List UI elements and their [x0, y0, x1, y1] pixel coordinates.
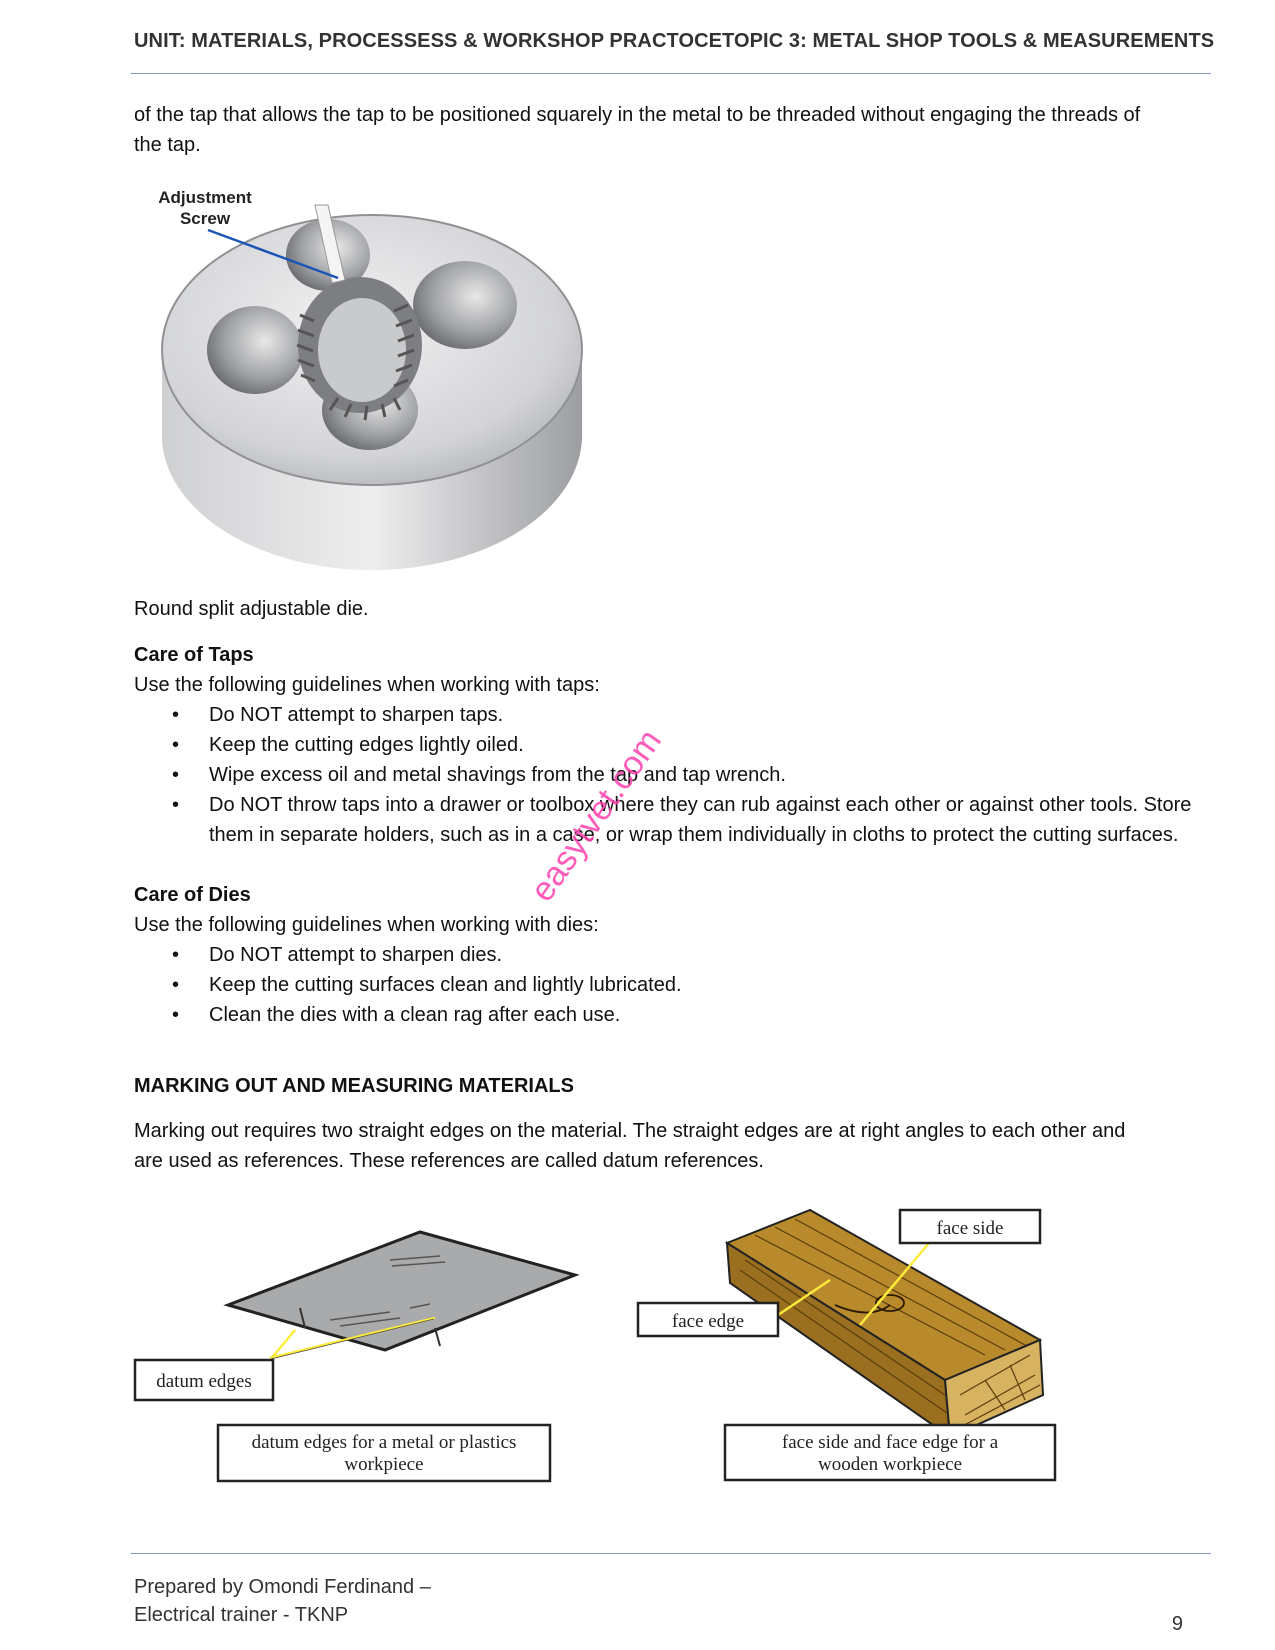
watermark-text: easytvet.com [523, 722, 670, 909]
intro-line-2: the tap. [134, 134, 201, 156]
face-side-label: face side [936, 1218, 1004, 1239]
header-unit: UNIT: MATERIALS, PROCESSESS & WORKSHOP PRACTOCE [134, 30, 723, 52]
list-item: • Keep the cutting edges lightly oiled. [134, 730, 1214, 760]
care-taps-list [134, 700, 1214, 850]
list-item: • Do NOT throw taps into a drawer or toolbox where they can rub against each other or against other tools. Store them in separate holders, such as in a case, or wrap them individually in cloths to protect the cutting surfaces. [134, 790, 1214, 850]
marking-para-line-2: are used as references. These references are called datum references. [134, 1150, 764, 1172]
footer-line-2: Electrical trainer - TKNP [134, 1604, 349, 1626]
wood-caption-line1: face side and face edge for a [781, 1432, 999, 1453]
intro-line-1: of the tap that allows the tap to be positioned squarely in the metal to be threaded without engaging the threads of [134, 104, 1141, 126]
header-rule [131, 73, 1211, 74]
care-taps-heading: Care of Taps [134, 644, 254, 666]
adjustment-label-line2: Screw [179, 209, 231, 228]
metal-caption-line2: workpiece [344, 1454, 424, 1475]
adjustment-label-line1: Adjustment [158, 188, 252, 207]
list-item: • Do NOT attempt to sharpen dies. [134, 940, 1214, 970]
footer-line-1: Prepared by Omondi Ferdinand – [134, 1576, 431, 1598]
datum-edges-label: datum edges [156, 1371, 252, 1392]
wooden-workpiece-figure [635, 1205, 1065, 1490]
footer-rule [131, 1553, 1211, 1554]
care-taps-intro: Use the following guidelines when working with taps: [134, 674, 600, 696]
metal-caption-line1: datum edges for a metal or plastics [251, 1432, 517, 1453]
header-topic: TOPIC 3: METAL SHOP TOOLS & MEASUREMENTS [722, 30, 1215, 52]
face-edge-label: face edge [671, 1311, 745, 1332]
round-split-die-illustration [150, 185, 600, 575]
care-dies-list [134, 940, 1214, 1030]
list-item: • Clean the dies with a clean rag after each use. [134, 1000, 1214, 1030]
die-caption: Round split adjustable die. [134, 598, 369, 620]
care-dies-intro: Use the following guidelines when working with dies: [134, 914, 599, 936]
list-item: • Wipe excess oil and metal shavings from the tap and tap wrench. [134, 760, 1214, 790]
list-item: • Keep the cutting surfaces clean and lightly lubricated. [134, 970, 1214, 1000]
marking-para-line-1: Marking out requires two straight edges on the material. The straight edges are at right angles to each other and [134, 1120, 1126, 1142]
list-item: • Do NOT attempt to sharpen taps. [134, 700, 1214, 730]
marking-heading: MARKING OUT AND MEASURING MATERIALS [134, 1075, 574, 1097]
wood-caption-line2: wooden workpiece [817, 1454, 963, 1475]
page-number: 9 [1171, 1613, 1183, 1635]
metal-workpiece-figure [130, 1220, 590, 1490]
care-dies-heading: Care of Dies [134, 884, 251, 906]
